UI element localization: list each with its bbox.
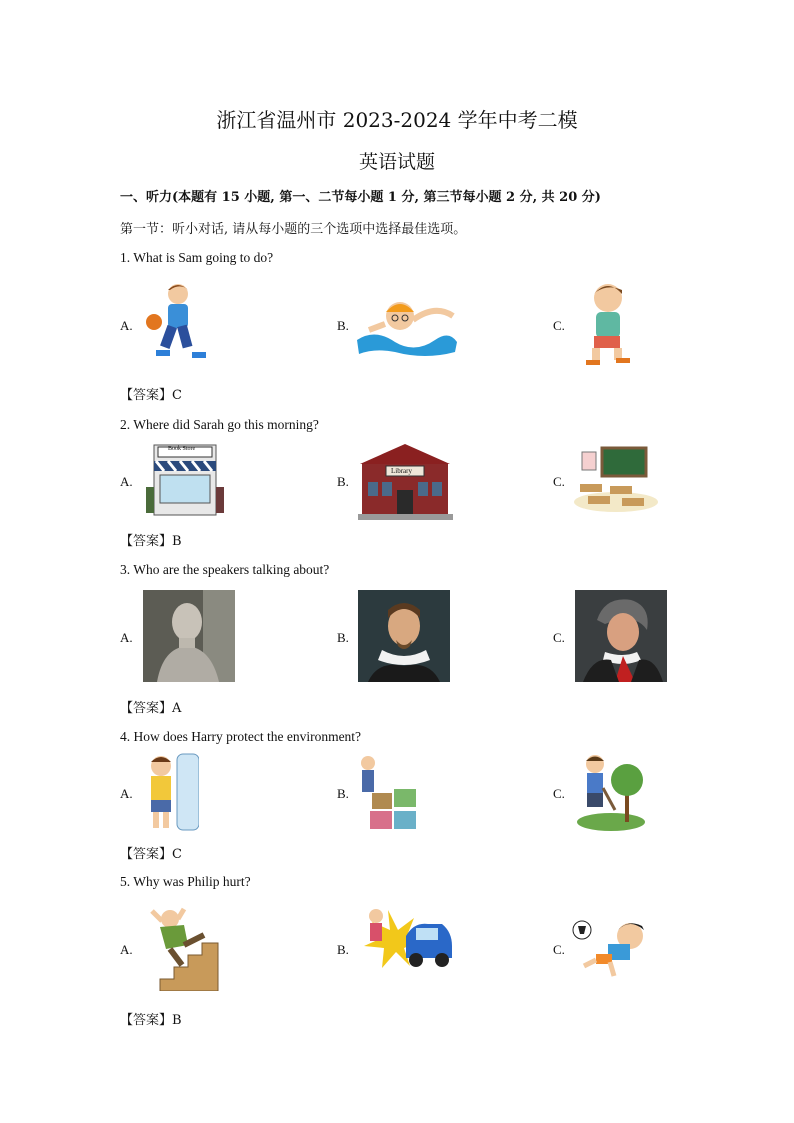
option-label-a: A. bbox=[120, 474, 133, 489]
bookstore-image bbox=[144, 443, 226, 519]
answer-4: 【答案】C bbox=[120, 847, 182, 862]
option-label-a: A. bbox=[120, 786, 133, 801]
option-label-a: A. bbox=[120, 630, 133, 645]
option-label-c: C. bbox=[553, 318, 565, 333]
option-label-c: C. bbox=[553, 942, 565, 957]
swimmer-image bbox=[355, 290, 460, 358]
answer-3: 【答案】A bbox=[120, 701, 182, 716]
option-label-b: B. bbox=[337, 474, 349, 489]
library-sign: Library bbox=[391, 467, 412, 475]
option-label-a: A. bbox=[120, 318, 133, 333]
section-instruction: 第一节：听小对话, 请从每小题的三个选项中选择最佳选项。 bbox=[120, 222, 467, 237]
classroom-image bbox=[574, 446, 658, 512]
question-5: 5. Why was Philip hurt? bbox=[120, 874, 251, 889]
option-label-c: C. bbox=[553, 630, 565, 645]
falling-down-stairs-image bbox=[140, 905, 220, 991]
running-boy-image bbox=[580, 280, 642, 368]
exam-subtitle: 英语试题 bbox=[358, 151, 435, 173]
question-4: 4. How does Harry protect the environment? bbox=[120, 729, 362, 744]
section-heading: 一、听力(本题有 15 小题, 第一、二节每小题 1 分, 第三节每小题 2 分, 共 20 分) bbox=[120, 190, 601, 205]
answer-1: 【答案】C bbox=[120, 388, 182, 403]
boy-at-fridge-image bbox=[143, 752, 199, 832]
bookstore-sign: Book Store bbox=[168, 446, 196, 452]
portrait-beethoven bbox=[575, 590, 667, 682]
option-label-b: B. bbox=[337, 318, 349, 333]
portrait-photo-man bbox=[143, 590, 235, 682]
option-label-c: C. bbox=[553, 786, 565, 801]
option-label-b: B. bbox=[337, 942, 349, 957]
boy-planting-tree-image bbox=[575, 752, 647, 832]
question-1: 1. What is Sam going to do? bbox=[120, 250, 274, 265]
option-label-b: B. bbox=[337, 630, 349, 645]
exam-title: 浙江省温州市 2023-2024 学年中考二模 bbox=[216, 108, 578, 132]
option-label-c: C. bbox=[553, 474, 565, 489]
car-accident-image bbox=[358, 906, 454, 972]
portrait-shakespeare bbox=[358, 590, 450, 682]
option-label-a: A. bbox=[120, 942, 133, 957]
question-2: 2. Where did Sarah go this morning? bbox=[120, 417, 319, 432]
recycling-bins-image bbox=[358, 753, 418, 831]
question-3: 3. Who are the speakers talking about? bbox=[120, 562, 330, 577]
boy-kicking-ball-image bbox=[572, 918, 654, 980]
answer-2: 【答案】B bbox=[120, 534, 182, 549]
option-label-b: B. bbox=[337, 786, 349, 801]
basketball-player-image bbox=[140, 280, 212, 370]
library-image bbox=[358, 442, 453, 520]
answer-5: 【答案】B bbox=[120, 1013, 182, 1028]
